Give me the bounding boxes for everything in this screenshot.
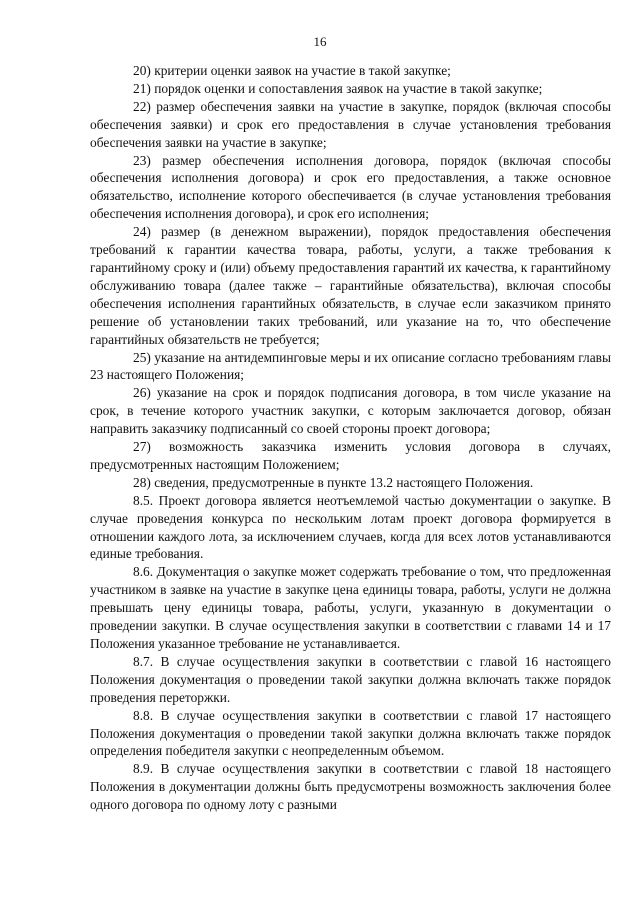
list-item-23: 23) размер обеспечения исполнения договора, порядок (включая способы обеспечения исполнения договора) и срок его предоставления, а также основное обязательство, исполнение которого обеспечивается (в случае установления требования обеспечения исполнения договора), и срок его исполнения; [90, 152, 611, 222]
list-item-22: 22) размер обеспечения заявки на участие в закупке, порядок (включая способы обеспечения заявки) и срок его предоставления в случае установления требования обеспечения заявки на участие в закупке; [90, 98, 611, 150]
clause-8-9: 8.9. В случае осуществления закупки в соответствии с главой 18 настоящего Положения в документации должны быть предусмотрены возможность заключения более одного договора по одному лоту с разными [90, 761, 611, 813]
page-number: 16 [313, 34, 327, 49]
clause-8-6: 8.6. Документация о закупке может содержать требование о том, что предложенная участником в заявке на участие в закупке цена единицы товара, работы, услуги не должна превышать цену единицы товара, работы, услуги, указанную в документации о проведении закупки. В случае осуществления закупки в соответствии с главами 14 и 17 Положения указанное требование не устанавливается. [90, 564, 611, 651]
list-item-28: 28) сведения, предусмотренные в пункте 13.2 настоящего Положения. [133, 474, 534, 490]
list-item-27: 27) возможность заказчика изменить условия договора в случаях, предусмотренных настоящим Положением; [90, 439, 611, 472]
clause-8-7: 8.7. В случае осуществления закупки в соответствии с главой 16 настоящего Положения документация о проведении такой закупки должна включать также порядок проведения переторжки. [90, 653, 611, 705]
list-item-26: 26) указание на срок и порядок подписания договора, в том числе указание на срок, в течение которого участник закупки, с которым заключается договор, обязан направить заказчику подписанный со своей стороны проект договора; [90, 385, 611, 437]
list-item-20: 20) критерии оценки заявок на участие в такой закупке; [133, 63, 451, 78]
clause-8-5: 8.5. Проект договора является неотъемлемой частью документации о закупке. В случае проведения конкурса по нескольким лотам проект договора формируется в отношении каждого лота, за исключением случаев, когда для всех лотов устанавливаются единые требования. [90, 492, 611, 562]
clause-8-8: 8.8. В случае осуществления закупки в соответствии с главой 17 настоящего Положения документация о проведении такой закупки должна включать также порядок определения победителя закупки с неопределенным объемом. [90, 707, 611, 759]
list-item-25: 25) указание на антидемпинговые меры и их описание согласно требованиям главы 23 настоящего Положения; [90, 349, 611, 383]
list-item-21: 21) порядок оценки и сопоставления заявок на участие в такой закупке; [133, 80, 543, 96]
list-item-24: 24) размер (в денежном выражении), порядок предоставления обеспечения требований к гарантии качества товара, работы, услуги, а также требования к гарантийному сроку и (или) объему предоставления гарантий их качества, к гарантийному обслуживанию товара (далее также – гарантийные обязательства), включая способы обеспечения исполнения гарантийных обязательств, в случае если заказчиком принято решение об установлении таких требований, или указание на то, что обеспечение гарантийных обязательств не требуется; [90, 224, 611, 347]
document-body [90, 62, 611, 814]
